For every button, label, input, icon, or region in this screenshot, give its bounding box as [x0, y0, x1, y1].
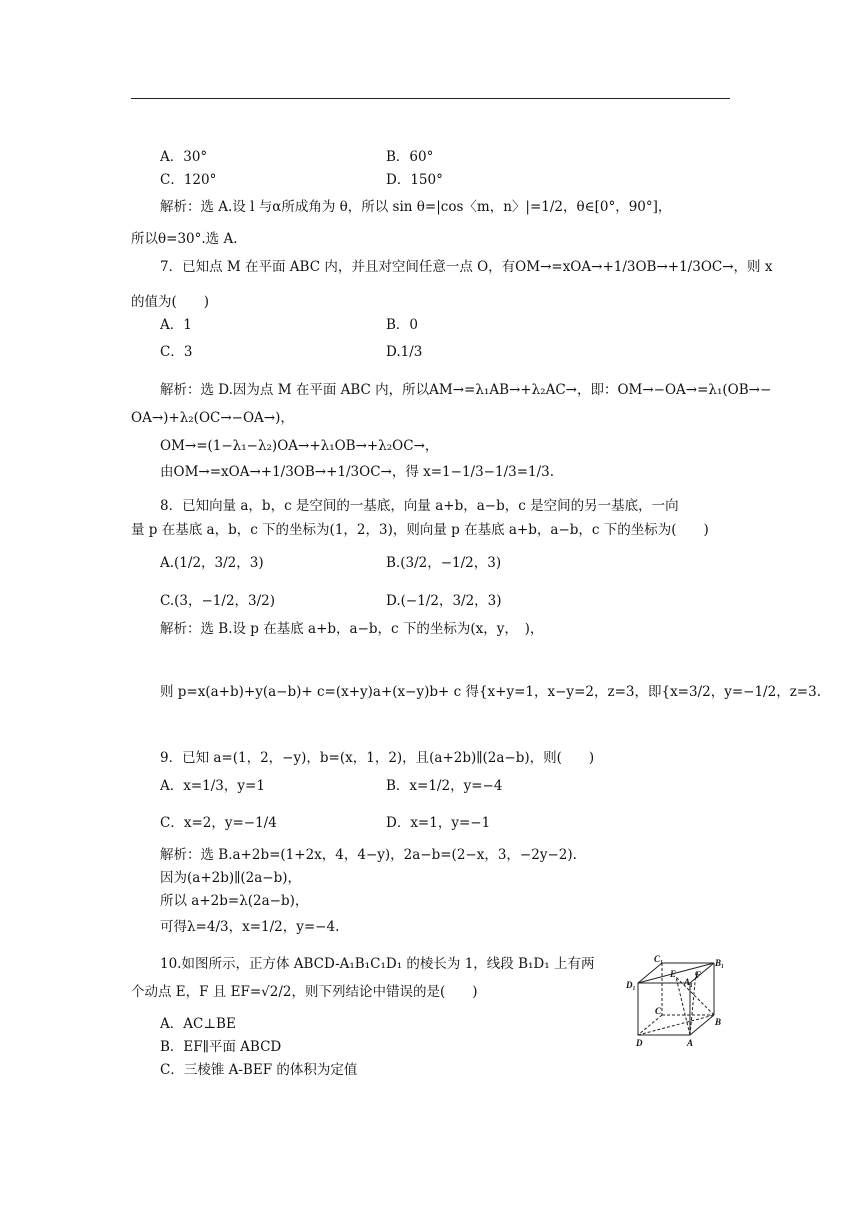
q7-option-b: B．0	[386, 317, 419, 333]
q9-solution-line2: 因为(a+2b)∥(2a−b)，	[160, 870, 301, 886]
q9-solution-line4: 可得λ=4/3，x=1/2，y=−4.	[160, 919, 340, 935]
q6-option-c: C．120°	[160, 172, 217, 188]
q9-solution-line1: 解析：选 B.a+2b=(1+2x，4，4−y)，2a−b=(2−x，3，−2y−2).	[160, 847, 577, 863]
header-rule	[131, 98, 730, 99]
label-b: B	[715, 1017, 722, 1027]
q6-solution-line2: 所以θ=30°.选 A.	[131, 231, 238, 247]
q7-option-a: A．1	[160, 317, 192, 333]
q9-option-c: C．x=2，y=−1/4	[160, 815, 277, 831]
label-e: E	[670, 969, 677, 979]
q8-option-b: B.(3/2，−1/2，3)	[386, 555, 502, 571]
q7-solution-line1: 解析：选 D.因为点 M 在平面 ABC 内，所以AM→=λ₁AB→+λ₂AC→，即：OM→−OA→=λ₁(OB→−	[160, 382, 772, 398]
cube-figure	[626, 955, 732, 1051]
q6-option-b: B．60°	[386, 149, 434, 165]
label-f: F	[695, 970, 702, 980]
q7-solution-line4: 由OM→=xOA→+1/3OB→+1/3OC→，得 x=1−1/3−1/3=1/3.	[160, 464, 555, 480]
q7-solution-line3: OM→=(1−λ₁−λ₂)OA→+λ₁OB→+λ₂OC→，	[160, 438, 439, 454]
label-d: D	[636, 1038, 643, 1048]
cube-front-face	[638, 983, 690, 1035]
q7-solution-line2: OA→)+λ₂(OC→−OA→)，	[131, 410, 294, 426]
q8-solution-line2: 则 p=x(a+b)+y(a−b)+ c=(x+y)a+(x−y)b+ c 得{x+y=1，x−y=2，z=3，即{x=3/2，y=−1/2，z=3.	[160, 684, 821, 700]
q7-stem-line2: 的值为( )	[131, 294, 210, 310]
label-d1: D₁	[626, 980, 636, 990]
q6-option-a: A．30°	[160, 149, 208, 165]
q10-option-c: C．三棱锥 A-BEF 的体积为定值	[160, 1062, 358, 1078]
q9-solution-line3: 所以 a+2b=λ(2a−b)，	[160, 893, 309, 909]
q10-option-a: A．AC⊥BE	[160, 1016, 236, 1032]
q9-option-b: B．x=1/2，y=−4	[386, 778, 503, 794]
q9-option-a: A．x=1/3，y=1	[160, 778, 265, 794]
q8-option-d: D.(−1/2，3/2，3)	[386, 593, 502, 609]
q9-option-d: D．x=1，y=−1	[386, 815, 491, 831]
q7-option-d: D.1/3	[386, 344, 423, 360]
q8-stem-line2: 量 p 在基底 a，b，c 下的坐标为(1，2，3)，则向量 p 在基底 a+b，a−b，c 下的坐标为( )	[131, 522, 709, 538]
label-b1: B₁	[715, 958, 725, 968]
q6-solution-line1: 解析：选 A.设 l 与α所成角为 θ，所以 sin θ=|cos〈m，n〉|=1/2，θ∈[0°，90°]，	[160, 199, 672, 215]
label-a: A	[687, 1038, 694, 1048]
q8-option-c: C.(3，−1/2，3/2)	[160, 593, 276, 609]
label-c: C	[655, 1006, 662, 1016]
q8-option-a: A.(1/2，3/2，3)	[160, 555, 264, 571]
q7-stem-line1: 7．已知点 M 在平面 ABC 内，并且对空间任意一点 O，有OM→=xOA→+1/3OB→+1/3OC→，则 x	[160, 259, 773, 275]
label-c1: C₁	[654, 955, 664, 964]
q7-option-c: C．3	[160, 344, 193, 360]
q6-option-d: D．150°	[386, 172, 443, 188]
q8-stem-line1: 8．已知向量 a，b，c 是空间的一基底，向量 a+b，a−b，c 是空间的另一基底，一向	[160, 498, 679, 514]
label-a1: A₁	[684, 977, 694, 987]
q10-stem-line1: 10.如图所示，正方体 ABCD-A₁B₁C₁D₁ 的棱长为 1，线段 B₁D₁ 上有两	[160, 956, 595, 972]
q9-stem: 9．已知 a=(1，2，−y)，b=(x，1，2)，且(a+2b)∥(2a−b)，则( )	[160, 750, 595, 766]
q8-solution-line1: 解析：选 B.设 p 在基底 a+b，a−b，c 下的坐标为(x，y， )，	[160, 621, 544, 637]
q10-stem-line2: 个动点 E，F 且 EF=√2/2，则下列结论中错误的是( )	[131, 984, 478, 1000]
q10-option-b: B．EF∥平面 ABCD	[160, 1039, 282, 1055]
